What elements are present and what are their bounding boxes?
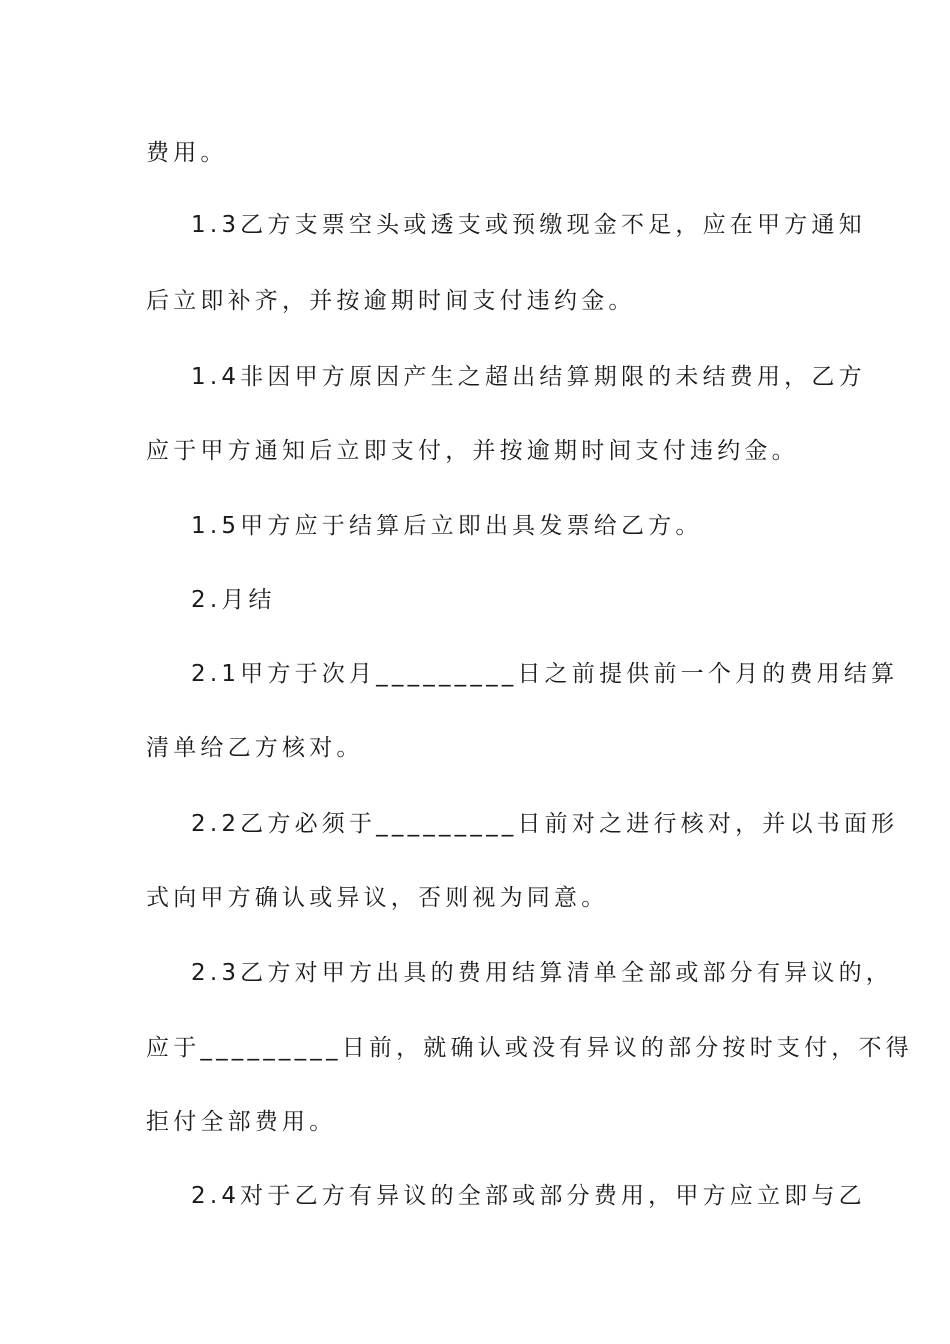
paragraph-line: 2.1甲方于次月_________日之前提供前一个月的费用结算 bbox=[191, 661, 899, 687]
paragraph-line: 应于_________日前，就确认或没有异议的部分按时支付，不得 bbox=[146, 1035, 913, 1061]
paragraph-line: 2.3乙方对甲方出具的费用结算清单全部或部分有异议的， bbox=[191, 960, 893, 986]
paragraph-line: 拒付全部费用。 bbox=[146, 1109, 337, 1135]
paragraph-line: 2.4对于乙方有异议的全部或部分费用，甲方应立即与乙 bbox=[191, 1183, 866, 1209]
paragraph-line: 费用。 bbox=[146, 140, 228, 166]
paragraph-line: 后立即补齐，并按逾期时间支付违约金。 bbox=[146, 288, 636, 314]
paragraph-line: 1.4非因甲方原因产生之超出结算期限的未结费用，乙方 bbox=[191, 364, 866, 390]
paragraph-line: 式向甲方确认或异议，否则视为同意。 bbox=[146, 885, 609, 911]
paragraph-line: 清单给乙方核对。 bbox=[146, 735, 364, 761]
paragraph-line: 1.3乙方支票空头或透支或预缴现金不足，应在甲方通知 bbox=[191, 212, 866, 238]
paragraph-line: 2.2乙方必须于_________日前对之进行核对，并以书面形 bbox=[191, 811, 899, 837]
section-heading: 2.月结 bbox=[191, 587, 276, 613]
paragraph-line: 应于甲方通知后立即支付，并按逾期时间支付违约金。 bbox=[146, 438, 799, 464]
paragraph-line: 1.5甲方应于结算后立即出具发票给乙方。 bbox=[191, 513, 703, 539]
